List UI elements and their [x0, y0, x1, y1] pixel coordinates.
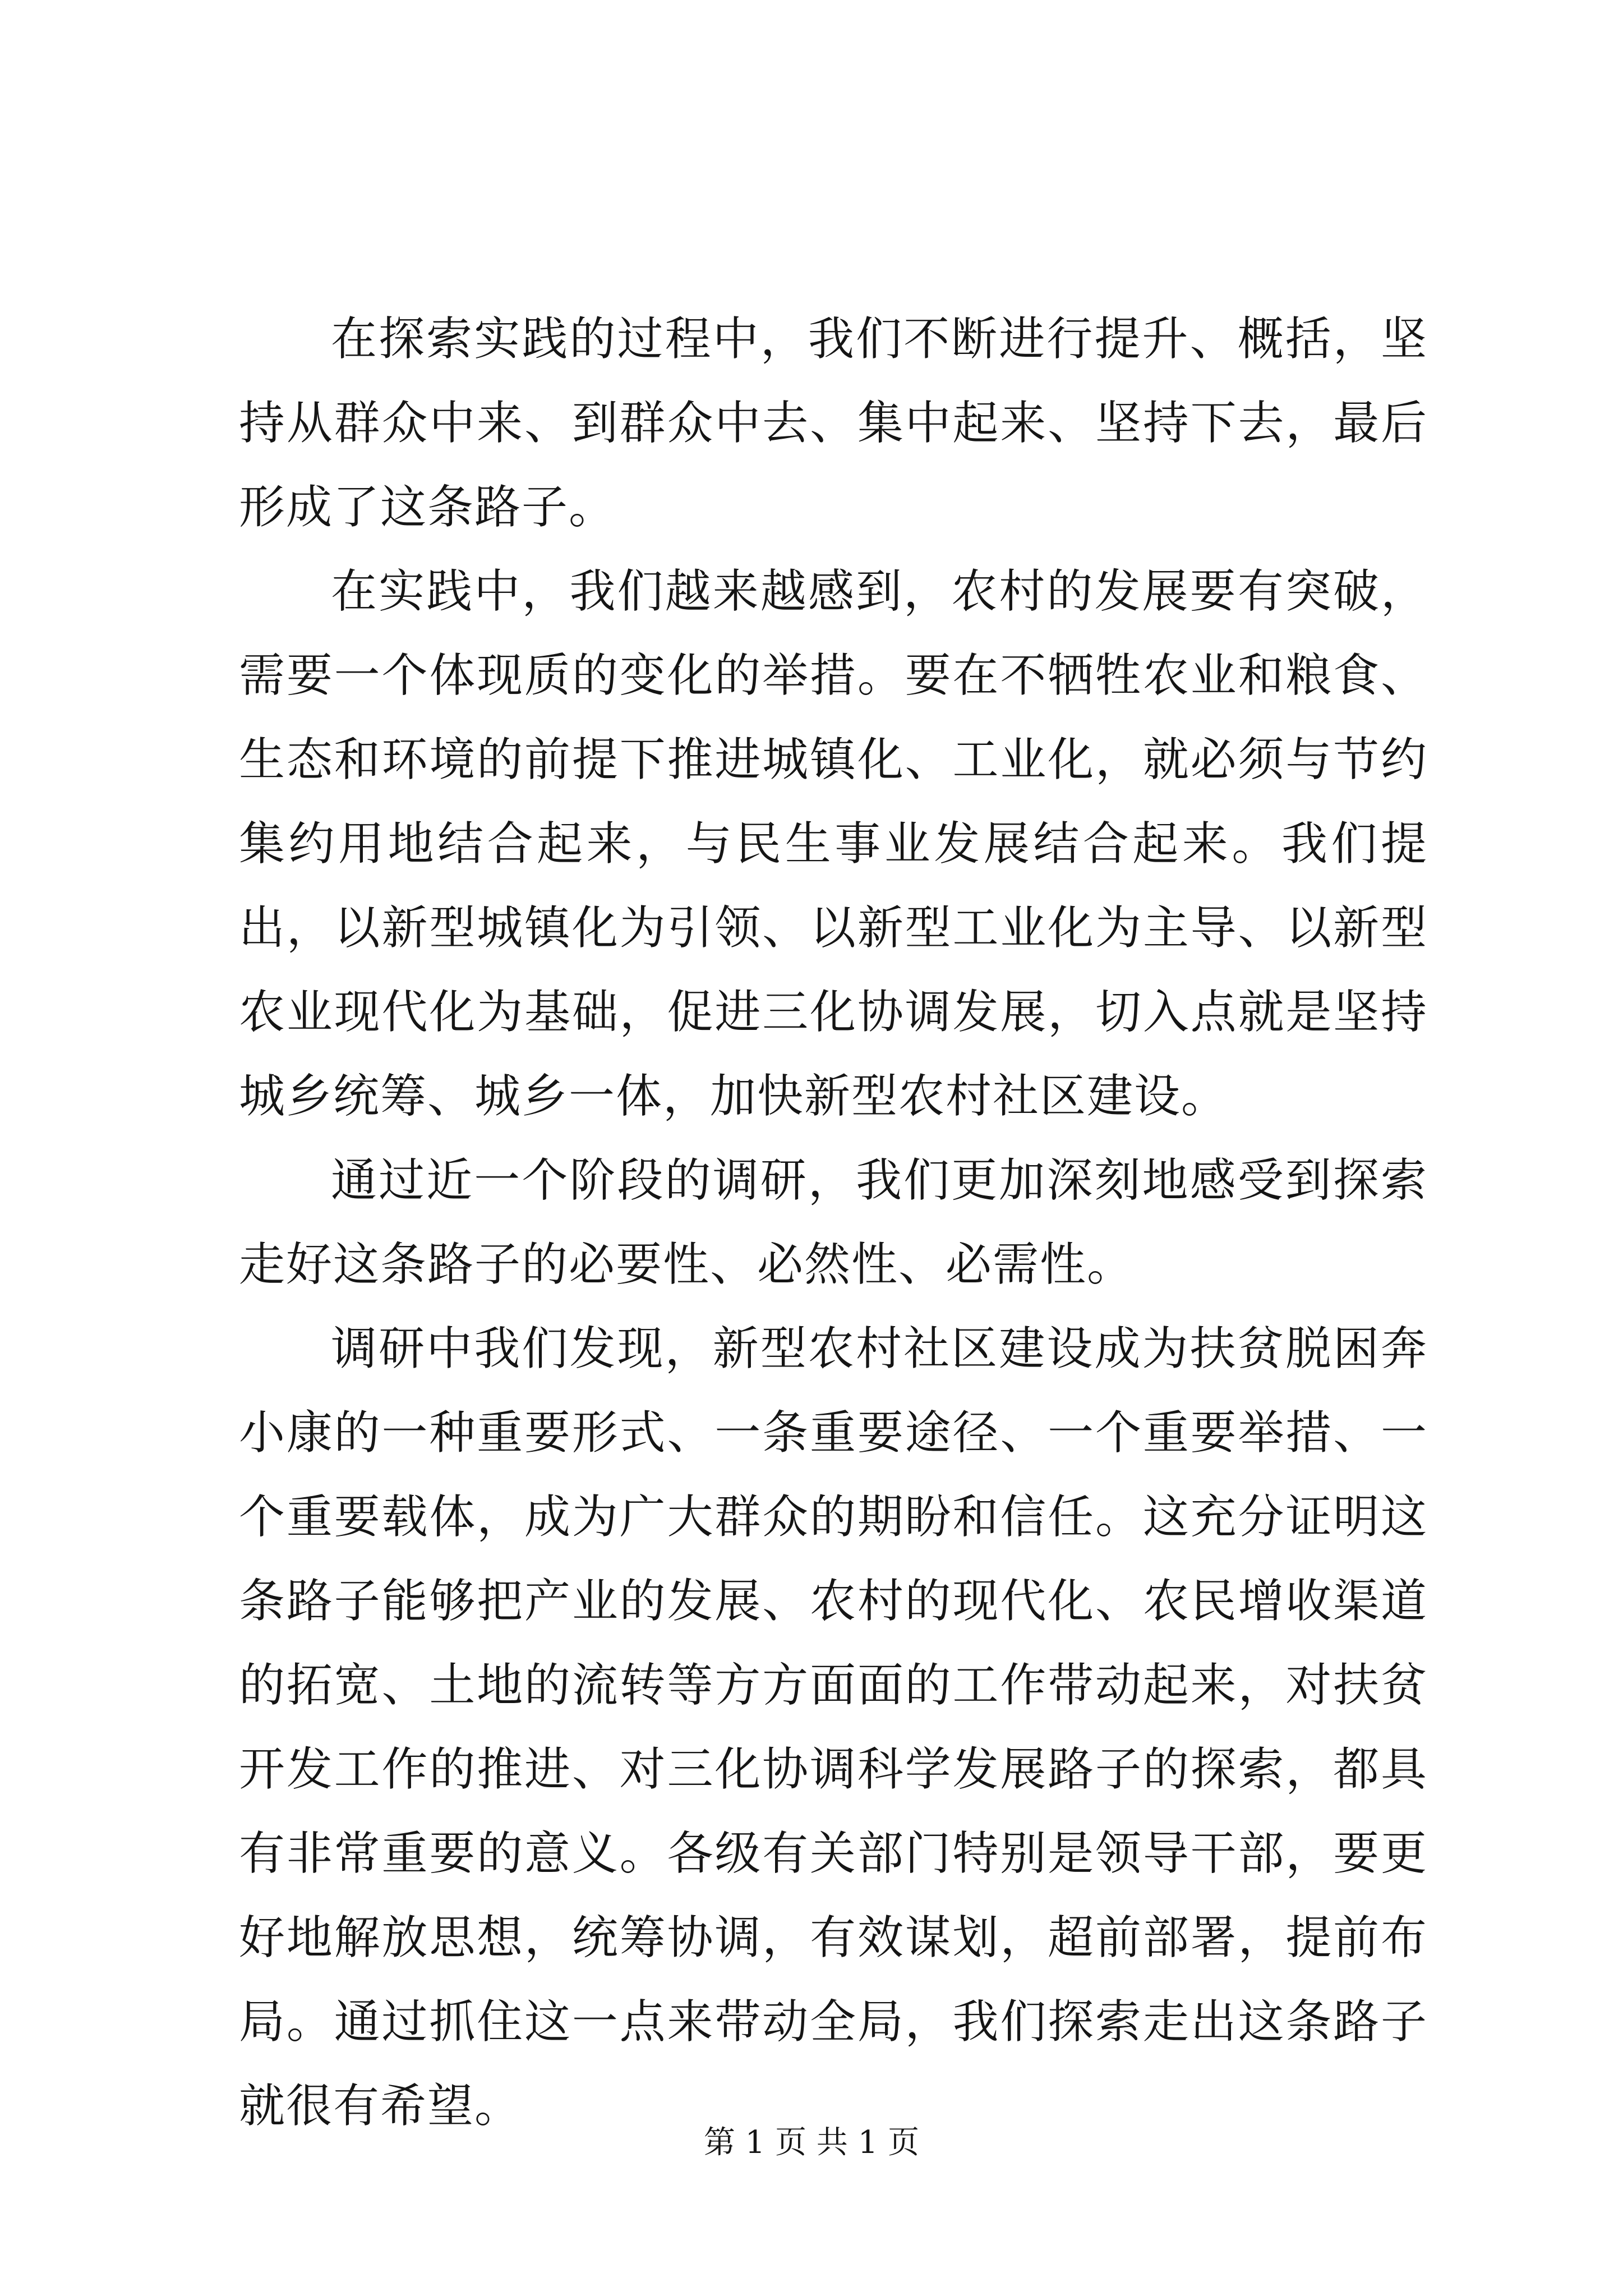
paragraph-4: 调研中我们发现，新型农村社区建设成为扶贫脱困奔小康的一种重要形式、一条重要途径、一个重要举措、一个重要载体，成为广大群众的期盼和信任。这充分证明这条路子能够把产业的发展、农村的现代化、农民增收渠道的拓宽、土地的流转等方方面面的工作带动起来，对扶贫开发工作的推进、对三化协调科学发展路子的探索，都具有非常重要的意义。各级有关部门特别是领导干部，要更好地解放思想，统筹协调，有效谋划，超前部署，提前布局。通过抓住这一点来带动全局，我们探索走出这条路子就很有希望。	[239, 1322, 1428, 2133]
paragraph-2: 在实践中，我们越来越感到，农村的发展要有突破，需要一个体现质的变化的举措。要在不牺牲农业和粮食、生态和环境的前提下推进城镇化、工业化，就必须与节约集约用地结合起来，与民生事业发展结合起来。我们提出，以新型城镇化为引领、以新型工业化为主导、以新型农业现代化为基础，促进三化协调发展，切入点就是坚持城乡统筹、城乡一体，加快新型农村社区建设。	[239, 565, 1428, 1123]
paragraph-3: 通过近一个阶段的调研，我们更加深刻地感受到探索走好这条路子的必要性、必然性、必需性。	[239, 1154, 1428, 1291]
page-footer: 第 1 页 共 1 页	[703, 2124, 920, 2161]
document-body	[239, 297, 1428, 2148]
paragraph-1: 在探索实践的过程中，我们不断进行提升、概括，坚持从群众中来、到群众中去、集中起来、坚持下去，最后形成了这条路子。	[239, 312, 1428, 534]
